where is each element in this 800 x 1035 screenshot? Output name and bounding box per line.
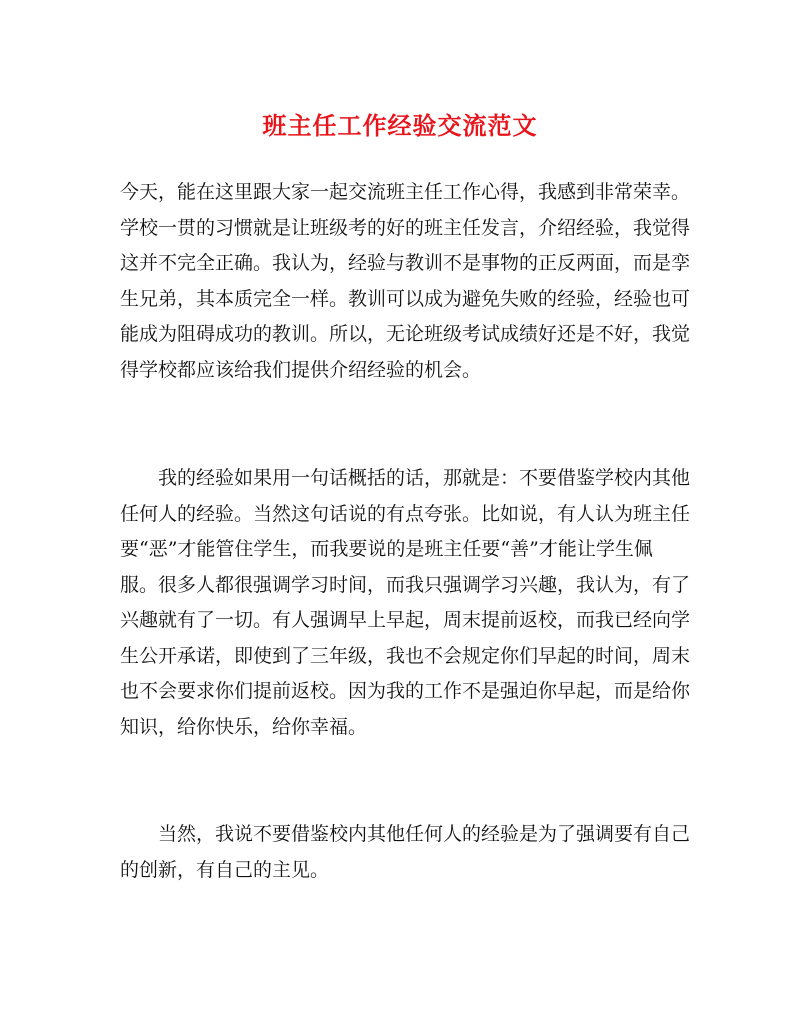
paragraph-line: 的创新，有自己的主见。 <box>120 858 330 881</box>
paragraph-line: 知识，给你快乐，给你幸福。 <box>120 715 368 738</box>
paragraph-line: 我的经验如果用一句话概括的话，那就是：不要借鉴学校内其他 <box>120 467 691 489</box>
paragraph-line: 这并不完全正确。我认为，经验与教训不是事物的正反两面，而是孪 <box>120 252 691 274</box>
paragraph-line: 服。很多人都很强调学习时间，而我只强调学习兴趣，我认为，有了 <box>120 573 691 596</box>
paragraph-2 <box>120 461 691 745</box>
paragraph-line: 能成为阻碍成功的教训。所以，无论班级考试成绩好还是不好，我觉 <box>120 323 691 345</box>
paragraph-line: 得学校都应该给我们提供介绍经验的机会。 <box>120 358 482 381</box>
paragraph-line: 任何人的经验。当然这句话说的有点夸张。比如说，有人认为班主任 <box>120 502 691 525</box>
paragraph-line: 要“恶”才能管住学生，而我要说的是班主任要“善”才能让学生佩 <box>120 538 653 560</box>
paragraph-line: 生兄弟，其本质完全一样。教训可以成为避免失败的经验，经验也可 <box>120 287 691 310</box>
paragraph-line: 也不会要求你们提前返校。因为我的工作不是强迫你早起，而是给你 <box>120 680 691 702</box>
paragraph-1 <box>120 175 691 388</box>
paragraph-line: 当然，我说不要借鉴校内其他任何人的经验是为了强调要有自己 <box>120 823 691 845</box>
document-title: 班主任工作经验交流范文 <box>262 111 538 140</box>
paragraph-line: 兴趣就有了一切。有人强调早上早起，周末提前返校，而我已经向学 <box>120 609 691 631</box>
paragraph-line: 学校一贯的习惯就是让班级考的好的班主任发言，介绍经验，我觉得 <box>120 216 691 239</box>
paragraph-line: 生公开承诺，即使到了三年级，我也不会规定你们早起的时间，周末 <box>120 644 691 667</box>
paragraph-3 <box>120 817 691 888</box>
paragraph-line: 今天，能在这里跟大家一起交流班主任工作心得，我感到非常荣幸。 <box>120 181 691 203</box>
